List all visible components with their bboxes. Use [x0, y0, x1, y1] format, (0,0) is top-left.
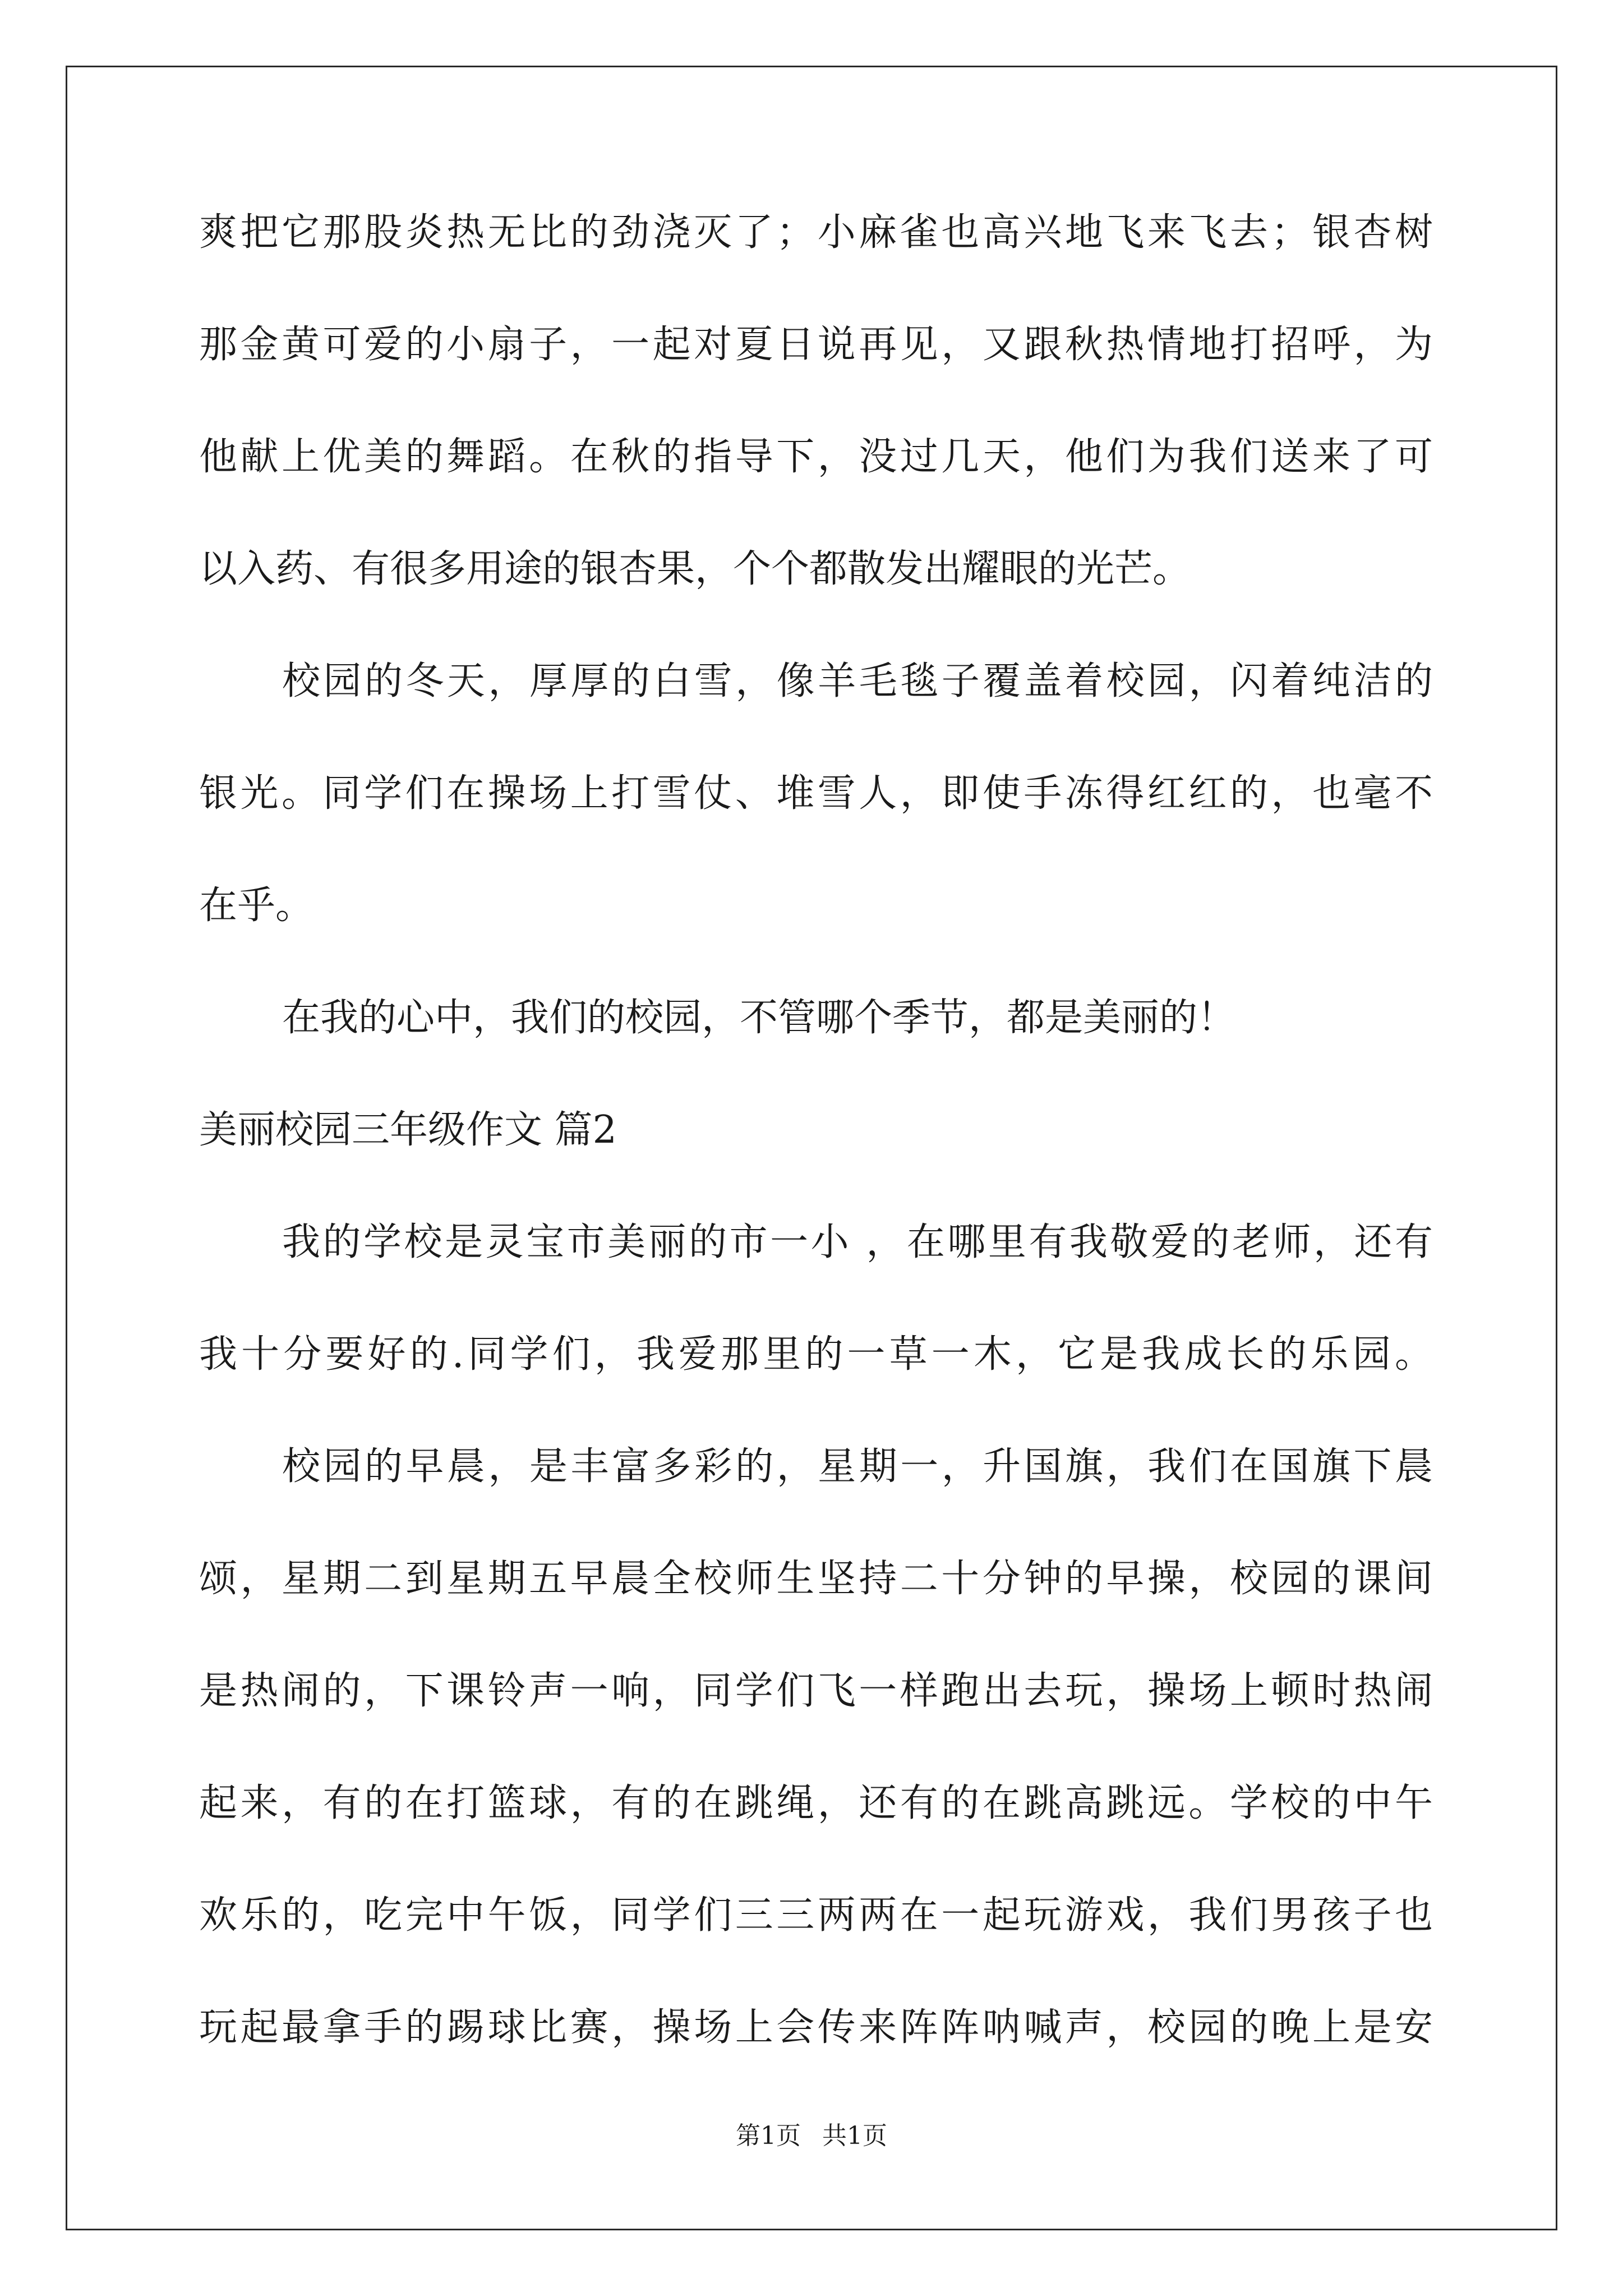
text-line: 我十分要好的.同学们，我爱那里的一草一木，它是我成长的乐园。	[199, 1332, 1433, 1377]
page-footer	[0, 2119, 1623, 2153]
text-line: 起来，有的在打篮球，有的在跳绳，还有的在跳高跳远。学校的中午	[199, 1781, 1433, 1825]
text-line: 银光。同学们在操场上打雪仗、堆雪人，即使手冻得红红的，也毫不	[199, 771, 1433, 816]
text-line: 校园的早晨，是丰富多彩的，星期一，升国旗，我们在国旗下晨	[282, 1444, 1433, 1489]
document-body	[199, 205, 1433, 2112]
text-line: 颂，星期二到星期五早晨全校师生坚持二十分钟的早操，校园的课间	[199, 1557, 1433, 1601]
section-heading: 美丽校园三年级作文 篇2	[199, 1108, 617, 1152]
text-line: 那金黄可爱的小扇子，一起对夏日说再见，又跟秋热情地打招呼，为	[199, 323, 1433, 367]
text-line: 是热闹的，下课铃声一响，同学们飞一样跑出去玩，操场上顿时热闹	[199, 1669, 1433, 1713]
text-line: 爽把它那股炎热无比的劲浇灭了；小麻雀也高兴地飞来飞去；银杏树	[199, 210, 1433, 255]
page-number: 第1页	[736, 2122, 801, 2150]
text-line: 以入药、有很多用途的银杏果，个个都散发出耀眼的光芒。	[199, 547, 1191, 591]
page-total: 共1页	[822, 2122, 887, 2150]
text-line: 在我的心中，我们的校园，不管哪个季节，都是美丽的！	[282, 996, 1236, 1040]
text-line: 他献上优美的舞蹈。在秋的指导下，没过几天，他们为我们送来了可	[199, 435, 1433, 479]
text-line: 在乎。	[199, 884, 314, 928]
text-line: 我的学校是灵宝市美丽的市一小 ，在哪里有我敬爱的老师，还有	[282, 1220, 1433, 1264]
text-line: 欢乐的，吃完中午饭，同学们三三两两在一起玩游戏，我们男孩子也	[199, 1893, 1433, 1938]
text-line: 校园的冬天，厚厚的白雪，像羊毛毯子覆盖着校园，闪着纯洁的	[282, 659, 1433, 703]
text-line: 玩起最拿手的踢球比赛，操场上会传来阵阵呐喊声，校园的晚上是安	[199, 2005, 1433, 2050]
